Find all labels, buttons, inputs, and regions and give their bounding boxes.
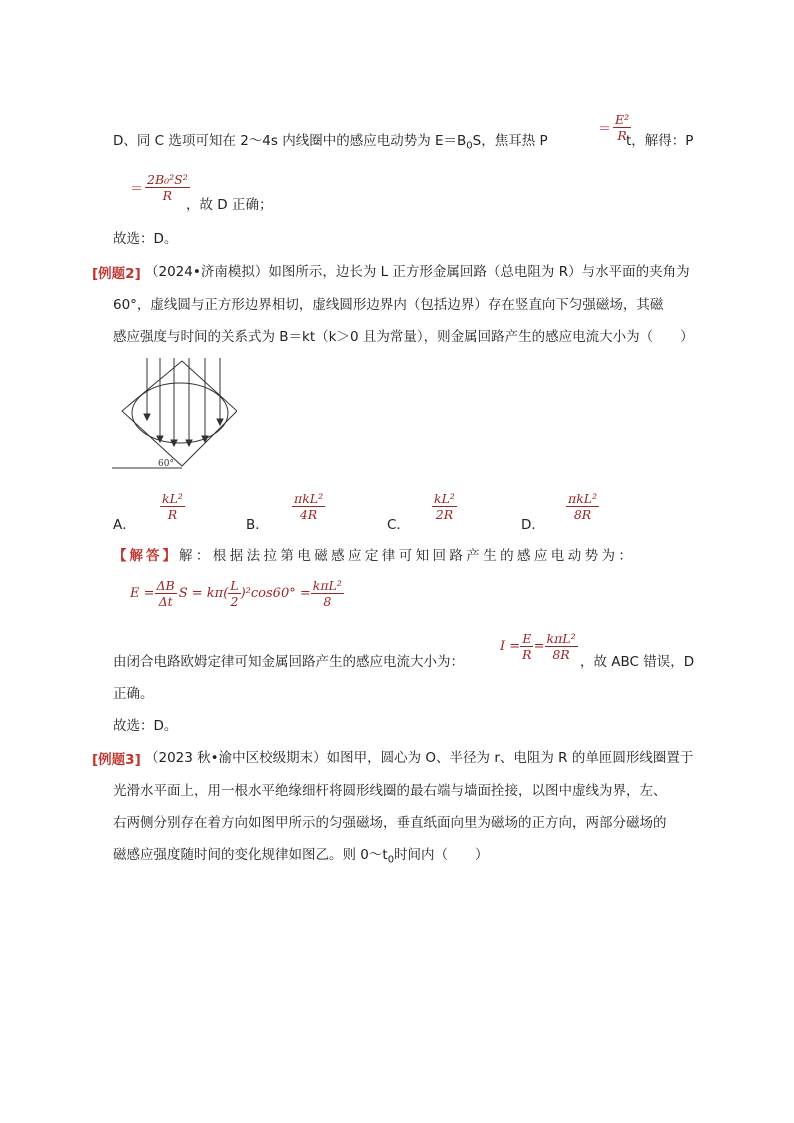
t-variable: t	[626, 133, 632, 149]
example3-line1: （2023 秋•渝中区校级期末）如图甲，圆心为 O、半径为 r、电阻为 R 的单匝圆形线圈置于	[145, 750, 694, 766]
partD-line1	[113, 131, 548, 157]
option-a-num: kL²	[162, 491, 183, 506]
current-f2-num: kπL²	[546, 631, 576, 646]
answer-text: 解：根据法拉第电磁感应定律可知回路产生的感应电动势为：	[179, 548, 636, 564]
option-b-formula[interactable]	[292, 491, 325, 522]
emf-res-den: 8	[323, 594, 332, 609]
example3-line4-b: 时间内（ ）	[394, 847, 489, 863]
answer-line1	[113, 546, 635, 566]
emf-den: Δt	[158, 594, 173, 609]
answer-tag: 【解答】	[113, 548, 179, 564]
power-fraction	[145, 172, 190, 203]
option-d-den: 8R	[573, 507, 592, 522]
example3-tag: [例题3]	[92, 752, 141, 768]
emf-after: )²cos60° =	[240, 586, 311, 601]
partD-text3: ，解得：P	[631, 133, 694, 149]
joule-numerator: E²	[615, 112, 630, 127]
option-d-formula[interactable]	[566, 491, 599, 522]
option-b-num: πkL²	[294, 491, 324, 506]
power-numerator: 2B₀²S²	[147, 172, 188, 187]
square-loop-figure	[112, 356, 237, 471]
current-f1-num: E	[522, 631, 532, 646]
option-c-num: kL²	[434, 491, 455, 506]
partD-tail	[626, 131, 693, 151]
current-tail: ，故 ABC 错误，D	[580, 654, 695, 670]
example2-tag: [例题2]	[92, 266, 141, 282]
emf-num: ΔB	[156, 578, 175, 593]
partD-line2-formula	[130, 172, 190, 203]
emf-res-num: kπL²	[312, 578, 342, 593]
current-I: I =	[500, 639, 521, 654]
option-d-label[interactable]: D．	[521, 517, 545, 533]
example2-line1: （2024•济南模拟）如图所示，边长为 L 正方形金属回路（总电阻为 R）与水平面的夹角为	[145, 264, 690, 280]
joule-denominator: R	[617, 128, 627, 143]
option-c-den: 2R	[435, 507, 454, 522]
emf-inner-den: 2	[230, 594, 239, 609]
option-b-den: 4R	[299, 507, 318, 522]
option-d-num: πkL²	[568, 491, 598, 506]
power-denominator: R	[162, 188, 173, 203]
example2-conclusion: 故选：D。	[113, 718, 178, 734]
current-text: 由闭合电路欧姆定律可知金属回路产生的感应电流大小为：	[113, 654, 464, 670]
emf-left: E =	[130, 586, 155, 601]
current-eq: =	[533, 639, 545, 654]
emf-inner-num: L	[230, 578, 239, 593]
equals-sign: ＝	[130, 182, 144, 197]
option-c-label[interactable]: C．	[387, 517, 410, 533]
angle-label: 60°	[158, 459, 174, 469]
arrowhead	[217, 419, 223, 425]
partD-text2: S，焦耳热 P	[472, 133, 548, 149]
partD-text1: D、同 C 选项可知在 2～4s 内线圈中的感应电动势为 E＝B	[113, 133, 467, 149]
option-c-formula[interactable]	[432, 491, 457, 522]
example2-line3: 感应强度与时间的关系式为 B＝kt（k＞0 且为常量），则金属回路产生的感应电流大小为（ ）	[113, 329, 694, 345]
option-a-formula[interactable]	[160, 491, 185, 522]
example3-line2: 光滑水平面上，用一根水平绝缘细杆将圆形线圈的最右端与墙面拴接，以图中虚线为界，左、	[113, 783, 667, 799]
partD-conclusion: 故选：D。	[113, 231, 178, 247]
emf-formula	[130, 578, 344, 609]
option-a-den: R	[167, 507, 178, 522]
partD-line2-text: ，故 D 正确；	[186, 197, 273, 213]
example2-line2: 60°，虚线圆与正方形边界相切，虚线圆形边界内（包括边界）存在竖直向下匀强磁场，其磁	[113, 297, 664, 313]
current-line2: 正确。	[113, 686, 154, 702]
example3-line4-sub: 0	[387, 854, 395, 866]
current-formula	[500, 631, 578, 662]
emf-mid: S = kπ(	[178, 586, 229, 601]
current-f1-den: R	[522, 647, 532, 662]
field-circle	[132, 383, 228, 443]
option-b-label[interactable]: B．	[246, 517, 269, 533]
arrowhead	[144, 414, 150, 420]
option-a-label[interactable]: A．	[113, 517, 136, 533]
example3-line4-a: 磁感应强度随时间的变化规律如图乙。则 0～t	[113, 847, 388, 863]
partD-sub: 0	[466, 140, 473, 152]
example3-line4	[113, 845, 489, 871]
current-f2-den: 8R	[552, 647, 570, 662]
example3-line3: 右两侧分别存在着方向如图甲所示的匀强磁场，垂直纸面向里为磁场的正方向，两部分磁场的	[113, 815, 667, 831]
equals-sign: ＝	[598, 122, 612, 137]
